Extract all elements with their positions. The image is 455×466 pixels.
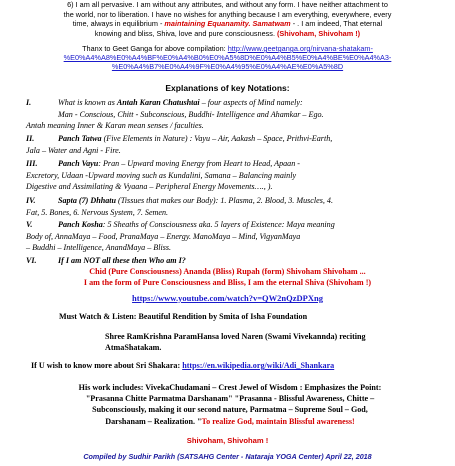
youtube-link[interactable]: https://www.youtube.com/watch?v=QW2nQzDPXng <box>132 293 323 303</box>
work-paragraph: His work includes: VivekaChudamani – Crest Jewel of Wisdom : Emphasizes the Point: "Prasanna Chitte Parmatma Darshanam" "Prasanna - Blissful Awareness, Chitte – Subconsciously, making it our second nature, Parmatma – Supreme Soul – God, Darshanam – Realization. "To realize God, maintain Blissful awareness! <box>78 383 382 426</box>
iam-line: I am the form of Pure Consciousness and Bliss, I am the eternal Shiva (Shivoham !) <box>83 278 372 287</box>
thanks-block <box>8 44 447 72</box>
shivoham-footer: Shivoham, Shivoham ! <box>186 436 269 445</box>
top-paragraph <box>8 0 447 38</box>
thanks-text: Thanx to Geet Ganga for above compilation: <box>82 44 228 53</box>
geetganga-link-part3[interactable]: %E0%A4%B7%E0%A4%9F%E0%A4%95%E0%A4%AE%E0%A5%8D <box>111 62 344 72</box>
top-line-4: knowing and bliss, Shiva, love and pure consciousness. (Shivoham, Shivoham !) <box>94 28 361 38</box>
realize-god-text: To realize God, maintain Blissful awareness! <box>201 416 355 426</box>
top-line-3: time, always in equilibrium - maintaining Equanamity. Samatwam - . I am indeed, That eternal <box>72 19 383 29</box>
must-watch-text: Must Watch & Listen: Beautiful Rendition by Smita of Isha Foundation <box>59 312 308 321</box>
shree-text: Shree RamKrishna ParamHansa loved Naren (Swami Vivekannda) reciting AtmaShatakam. <box>105 332 366 352</box>
section-heading: Explanations of key Notations: <box>165 83 290 93</box>
wiki-link[interactable]: https://en.wikipedia.org/wiki/Adi_Shankara <box>182 361 335 370</box>
geetganga-link-part2[interactable]: %E0%A4%A8%E0%A4%BF%E0%A4%B0%E0%A5%8D%E0%A4%B5%E0%A4%BE%E0%A4%A3- <box>63 53 392 63</box>
geetganga-link-part1[interactable]: http://www.geetganga.org/nirvana-shatakam- <box>227 44 373 53</box>
chid-line: Chid (Pure Consciousness) Ananda (Bliss) Rupah (form) Shivoham Shivoham ... <box>89 267 366 276</box>
shivoham-top: (Shivoham, Shivoham !) <box>277 28 361 38</box>
compiled-by: Compiled by Sudhir Parikh (SATSAHG Center - Nataraja YOGA Center) April 22, 2018 <box>83 452 372 461</box>
top-line-1: 6) I am all pervasive. I am without any attributes, and without any form. I have neither attachment to <box>67 0 388 9</box>
top-line-2: the world, nor to liberation. I have no wishes for anything because I am everything, everywhere, every <box>63 9 392 19</box>
wiki-line: If U wish to know more about Sri Shakara: https://en.wikipedia.org/wiki/Adi_Shankara <box>31 361 335 370</box>
equanimity-text: maintaining Equanamity. Samatwam <box>164 19 291 29</box>
